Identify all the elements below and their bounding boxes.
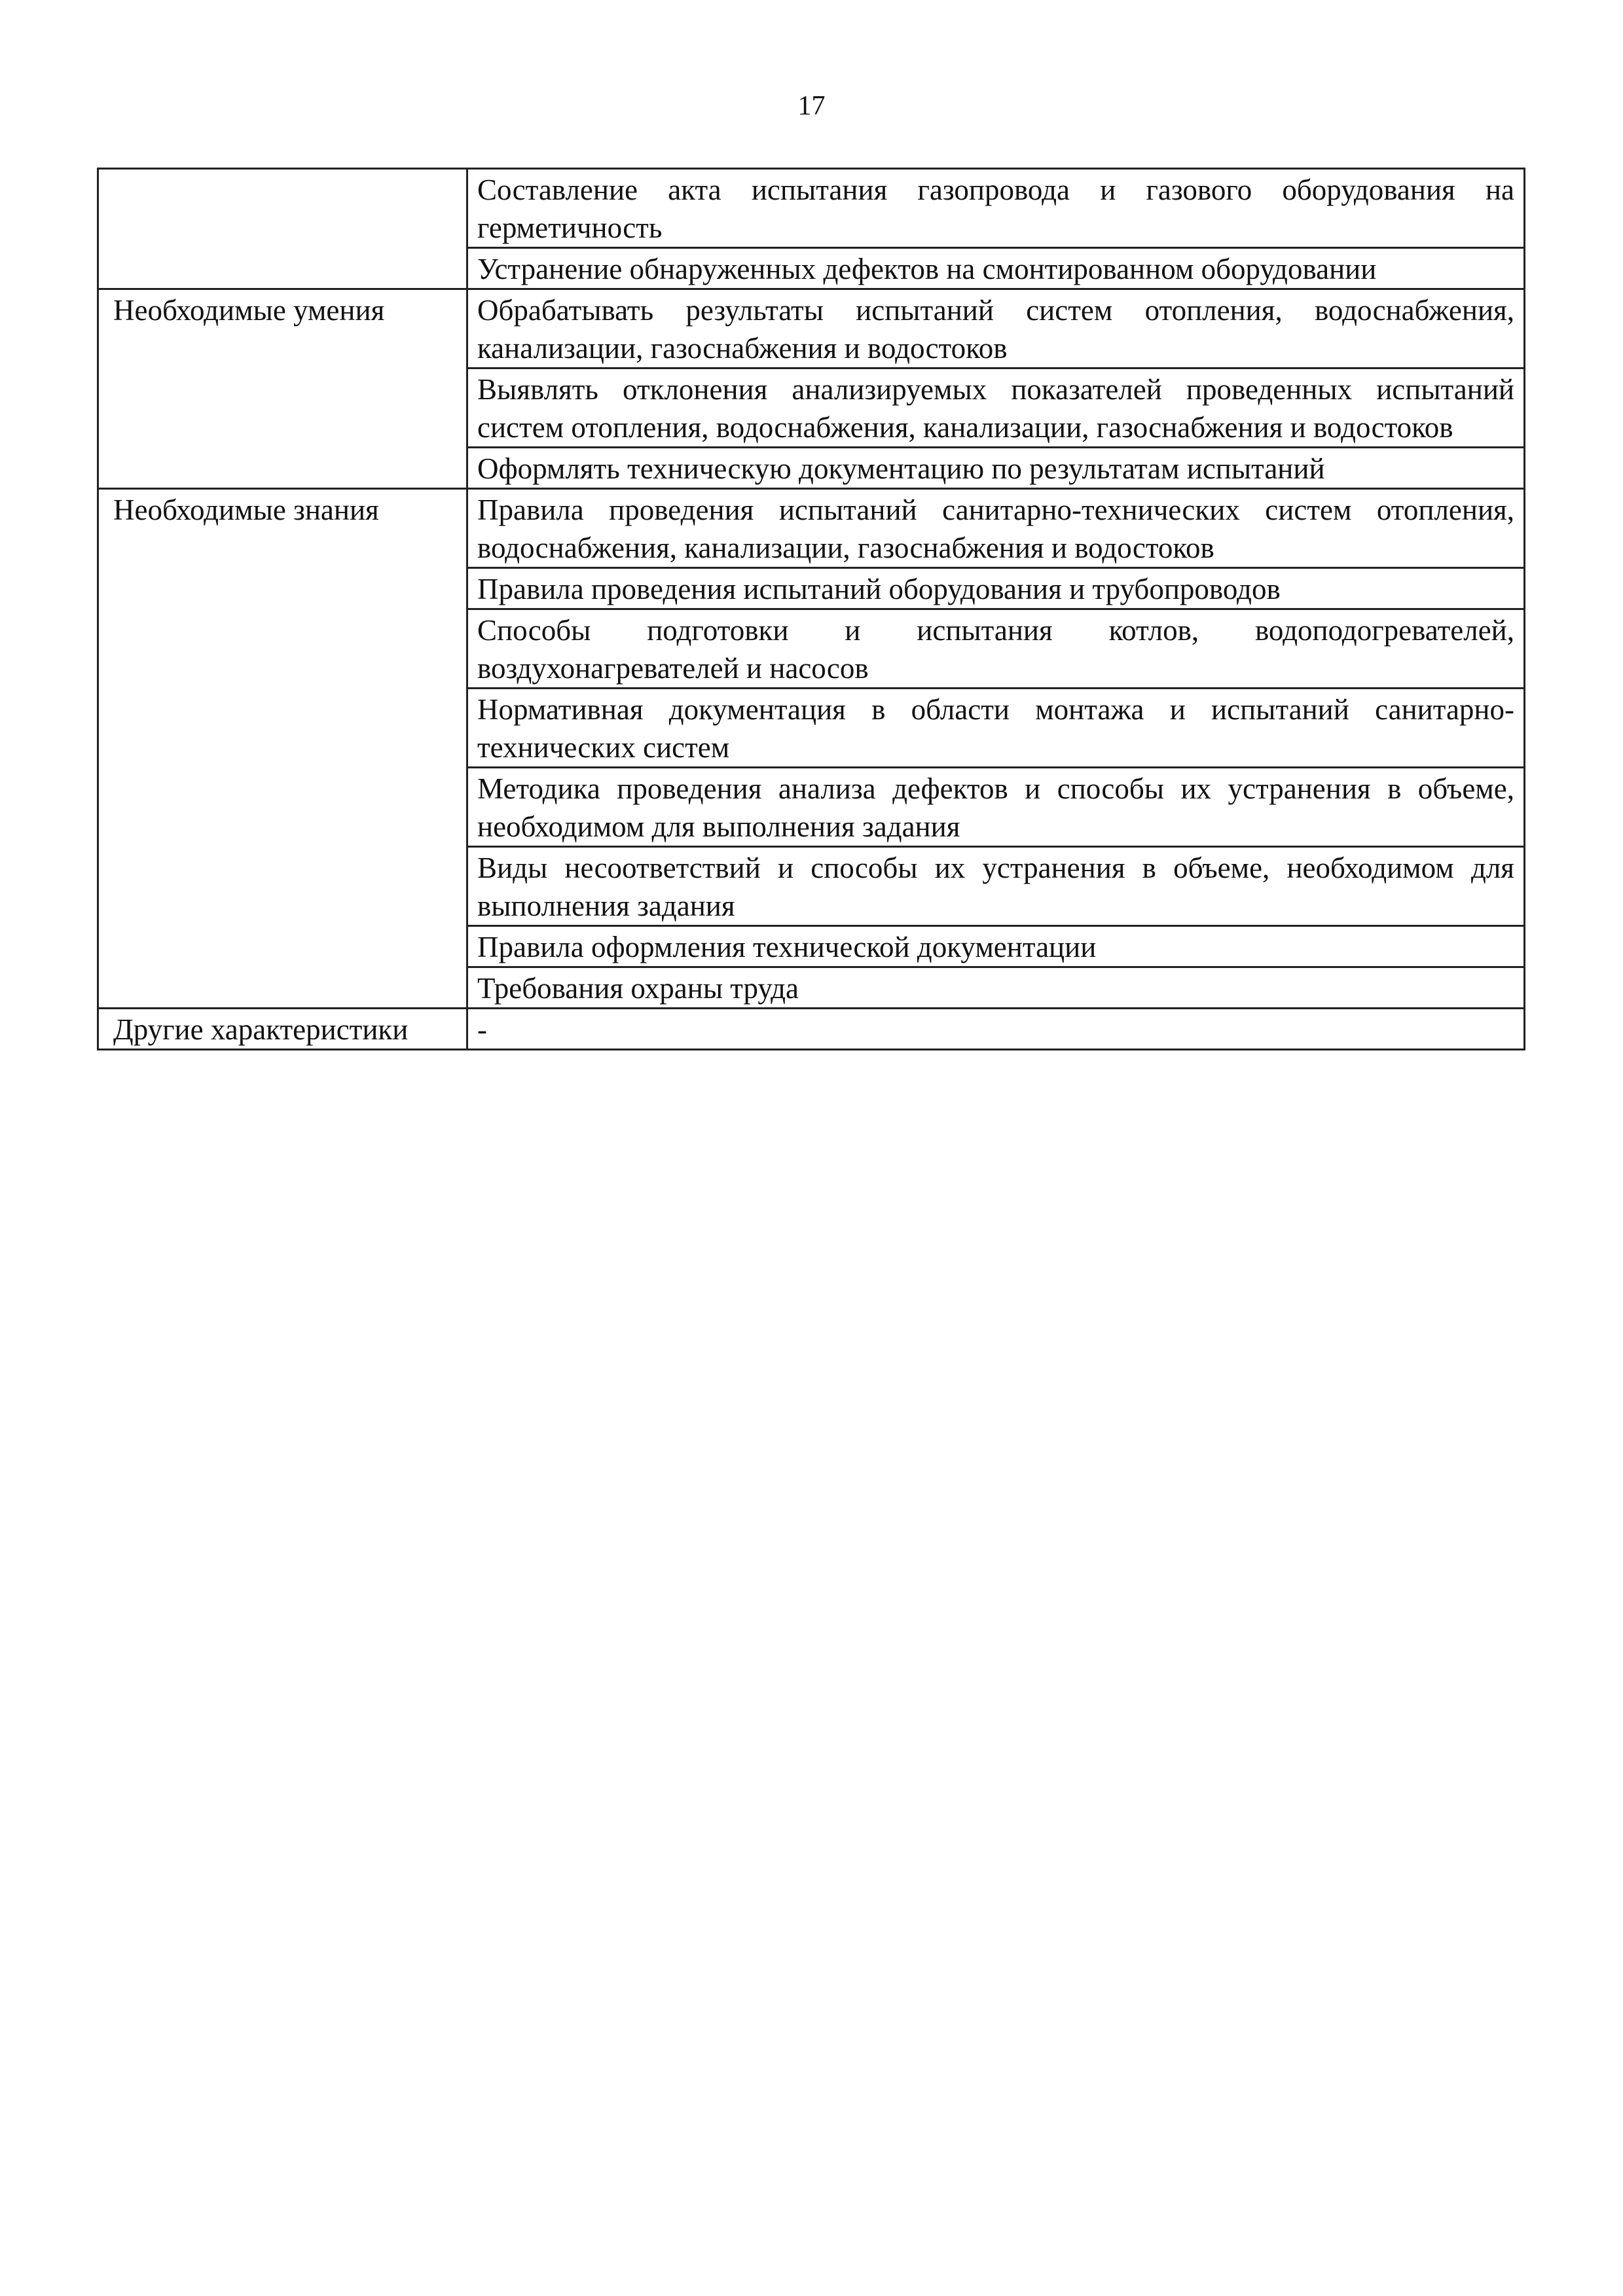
table-cell: - <box>467 1009 1525 1050</box>
knowledge-label: Необходимые знания <box>98 489 467 1009</box>
table-cell: Правила проведения испытаний санитарно-технических систем отопления, водоснабжения, канализации, газоснабжения и водостоков <box>467 489 1525 568</box>
other-characteristics-label: Другие характеристики <box>98 1009 467 1050</box>
table-cell: Выявлять отклонения анализируемых показателей проведенных испытаний систем отопления, водоснабжения, канализации, газоснабжения и водостоков <box>467 368 1525 448</box>
table-row <box>98 489 1525 568</box>
table-cell: Составление акта испытания газопровода и газового оборудования на герметичность <box>467 169 1525 248</box>
qualification-table <box>97 168 1525 1050</box>
table-cell: Требования охраны труда <box>467 967 1525 1009</box>
continuation-label-cell <box>98 169 467 289</box>
table-cell: Нормативная документация в области монтажа и испытаний санитарно-технических систем <box>467 689 1525 768</box>
table-cell: Способы подготовки и испытания котлов, водоподогревателей, воздухонагревателей и насосов <box>467 609 1525 689</box>
table-cell: Устранение обнаруженных дефектов на смонтированном оборудовании <box>467 248 1525 289</box>
skills-label: Необходимые умения <box>98 289 467 489</box>
table-row <box>98 169 1525 248</box>
table-cell: Обрабатывать результаты испытаний систем отопления, водоснабжения, канализации, газоснабжения и водостоков <box>467 289 1525 368</box>
table-cell: Правила оформления технической документации <box>467 926 1525 967</box>
table-cell: Методика проведения анализа дефектов и способы их устранения в объеме, необходимом для выполнения задания <box>467 768 1525 847</box>
table-cell: Правила проведения испытаний оборудования и трубопроводов <box>467 568 1525 609</box>
table-cell: Виды несоответствий и способы их устранения в объеме, необходимом для выполнения задания <box>467 847 1525 926</box>
page-number: 17 <box>797 91 826 121</box>
table-row <box>98 289 1525 368</box>
table-row <box>98 1009 1525 1050</box>
table-cell: Оформлять техническую документацию по результатам испытаний <box>467 448 1525 489</box>
